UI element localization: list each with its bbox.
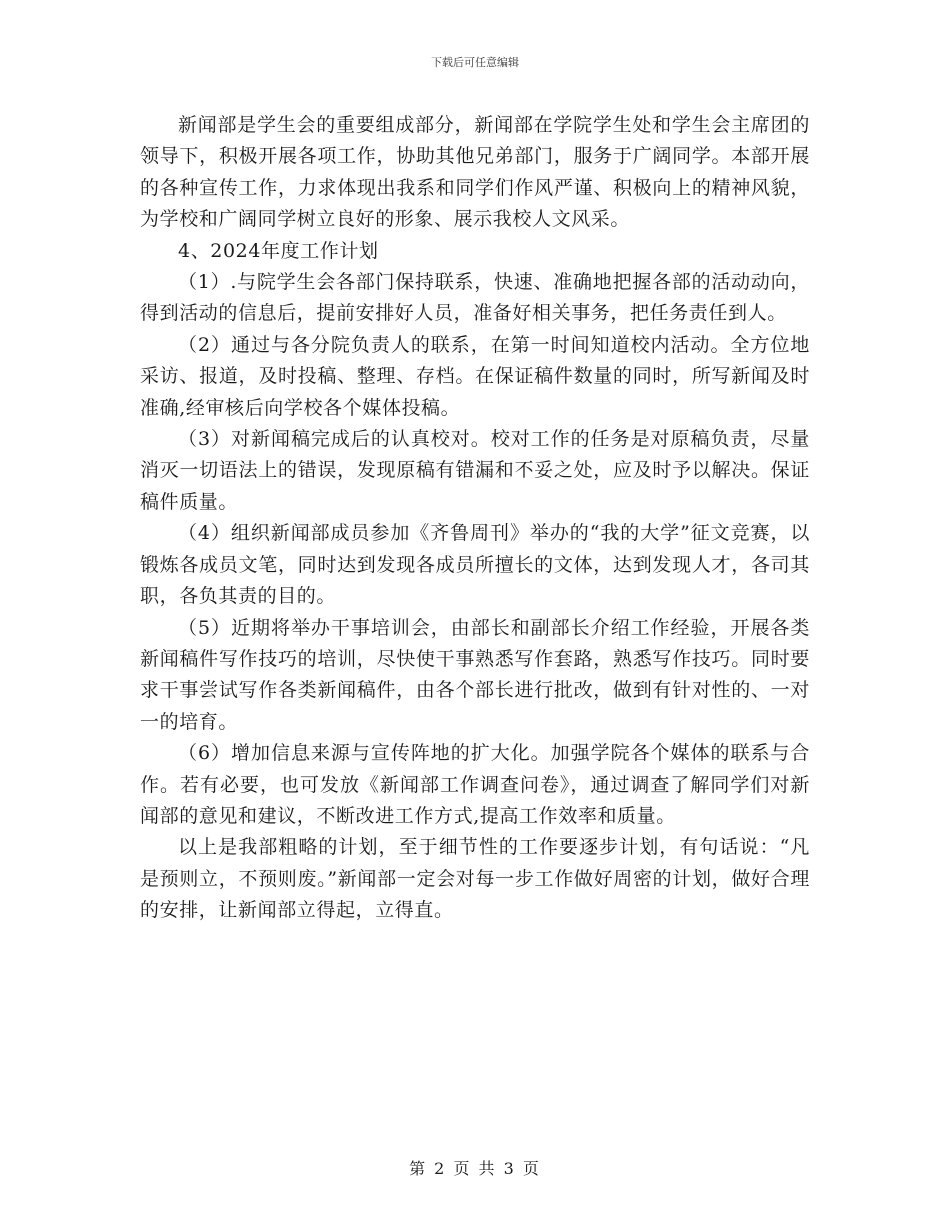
plan-item-2: （2）通过与各分院负责人的联系，在第一时间知道校内活动。全方位地采访、报道，及时投稿、整理、存档。在保证稿件数量的同时，所写新闻及时准确,经审核后向学校各个媒体投稿。 — [140, 333, 810, 419]
plan-item-5: （5）近期将举办干事培训会，由部长和副部长介绍工作经验，开展各类新闻稿件写作技巧的培训，尽快使干事熟悉写作套路，熟悉写作技巧。同时要求干事尝试写作各类新闻稿件，由各个部长进行批改，做到有针对性的、一对一的培育。 — [140, 616, 810, 733]
page-header: 下载后可任意编辑 — [431, 56, 519, 69]
plan-item-6: （6）增加信息来源与宣传阵地的扩大化。加强学院各个媒体的联系与合作。若有必要，也可发放《新闻部工作调查问卷》，通过调查了解同学们对新闻部的意见和建议，不断改进工作方式,提高工作效率和质量。 — [140, 742, 810, 827]
paragraph-conclusion: 以上是我部粗略的计划，至于细节性的工作要逐步计划，有句话说：“凡是预则立，不预则废。”新闻部一定会对每一步工作做好周密的计划，做好合理的安排，让新闻部立得起，立得直。 — [140, 836, 810, 922]
document-body — [140, 110, 810, 927]
plan-item-1: （1）.与院学生会各部门保持联系，快速、准确地把握各部的活动动向，得到活动的信息后，提前安排好人员，准备好相关事务，把任务责任到人。 — [140, 271, 810, 325]
section-heading: 4、2024年度工作计划 — [178, 239, 379, 262]
plan-item-3: （3）对新闻稿完成后的认真校对。校对工作的任务是对原稿负责，尽量消灭一切语法上的错误，发现原稿有错漏和不妥之处，应及时予以解决。保证稿件质量。 — [140, 428, 810, 513]
paragraph-intro: 新闻部是学生会的重要组成部分，新闻部在学院学生处和学生会主席团的领导下，积极开展各项工作，协助其他兄弟部门，服务于广阔同学。本部开展的各种宣传工作，力求体现出我系和同学们作风严谨、积极向上的精神风貌，为学校和广阔同学树立良好的形象、展示我校人文风采。 — [140, 114, 810, 231]
plan-item-4: （4）组织新闻部成员参加《齐鲁周刊》举办的“我的大学”征文竞赛，以锻炼各成员文笔，同时达到发现各成员所擅长的文体，达到发现人才，各司其职，各负其责的目的。 — [140, 522, 810, 608]
page-number: 第 2 页 共 3 页 — [409, 1159, 541, 1178]
